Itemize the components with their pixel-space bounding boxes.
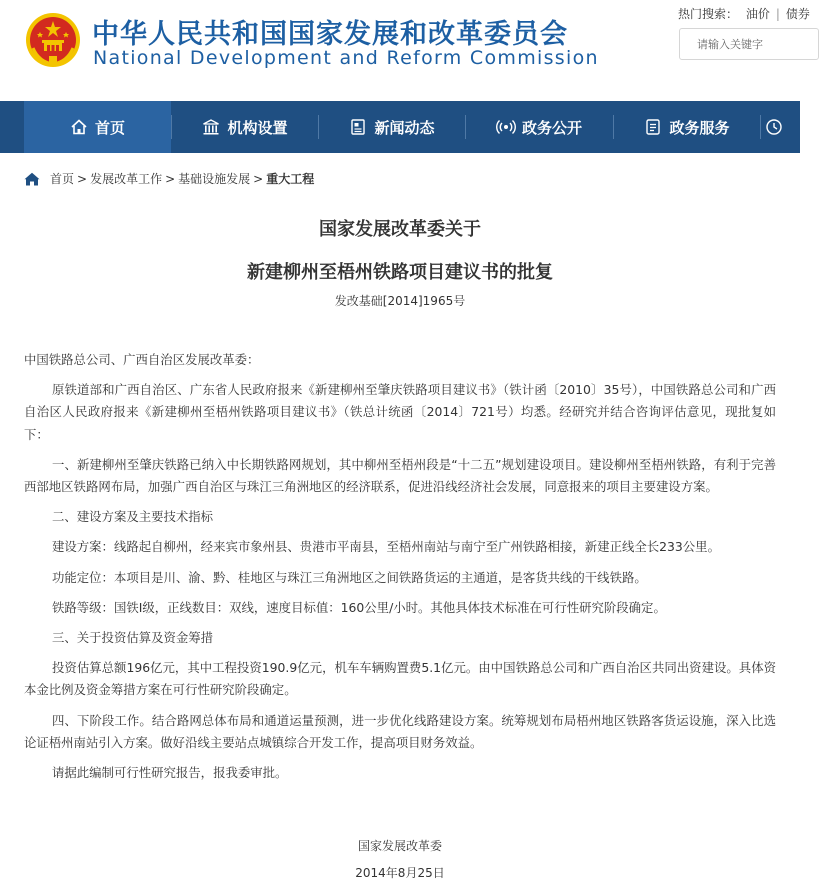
document-paragraph: 三、关于投资估算及资金筹措 [52, 630, 214, 646]
search-input[interactable] [680, 29, 800, 59]
hot-search-separator: | [775, 7, 780, 21]
search-box [679, 28, 819, 60]
nav-item-organization[interactable] [172, 101, 318, 153]
document-paragraph: 四、下阶段工作。结合路网总体布局和通道运量预测，进一步优化线路建设方案。统筹规划布局梧州地区铁路客货运设施，深入比选论证梧州南站引入方案。做好沿线主要站点城镇综合开发工作，提高项目财务效益。 [24, 712, 776, 750]
nav-item-government-affairs[interactable] [466, 101, 613, 153]
hot-search-link[interactable]: 油价 [745, 7, 770, 21]
document-paragraph: 建设方案：线路起自柳州，经来宾市象州县、贵港市平南县，至梧州南站与南宁至广州铁路相接，新建正线全长233公里。 [52, 539, 720, 555]
document-title-line1: 国家发展改革委关于 [319, 219, 481, 240]
document-paragraph: 请据此编制可行性研究报告，报我委审批。 [52, 765, 288, 781]
breadcrumb-link[interactable]: 基础设施发展 [178, 172, 251, 186]
document-paragraph: 功能定位：本项目是川、渝、黔、桂地区与珠江三角洲地区之间铁路货运的主通道，是客货共线的干线铁路。 [52, 569, 647, 585]
document-paragraph: 原铁道部和广西自治区、广东省人民政府报来《新建柳州至肇庆铁路项目建议书》（铁计函〔2010〕35号），中国铁路总公司和广西自治区人民政府报来《新建柳州至梧州铁路项目建议书》（铁总计统函〔2014〕721号）均悉。经研究并结合咨询评估意见，现批复如下： [24, 382, 776, 442]
document-number: 发改基础[2014]1965号 [334, 294, 466, 308]
clock-icon [765, 118, 783, 136]
document-paragraph: 一、新建柳州至肇庆铁路已纳入中长期铁路网规划，其中柳州至梧州段是“十二五”规划建设项目。建设柳州至梧州铁路，有利于完善西部地区铁路网布局，加强广西自治区与珠江三角洲地区的经济联系，促进沿线经济社会发展，同意报来的项目主要建设方案。 [24, 456, 776, 495]
breadcrumb-separator: > [253, 171, 264, 186]
broadcast-icon [497, 118, 515, 136]
site-title-en[interactable]: National Development and Reform Commission [93, 47, 599, 69]
service-icon [644, 118, 662, 136]
nav-item-news[interactable] [319, 101, 465, 153]
nav-item-home[interactable] [24, 101, 171, 153]
nav-item-more[interactable] [761, 101, 800, 153]
building-icon [202, 118, 220, 136]
document-paragraph: 铁路等级：国铁Ⅰ级，正线数目：双线，速度目标值：160公里/小时。其他具体技术标准在可行性研究阶段确定。 [52, 599, 666, 615]
breadcrumb-link[interactable]: 发展改革工作 [90, 172, 163, 186]
document-paragraph: 投资估算总额196亿元，其中工程投资190.9亿元，机车车辆购置费5.1亿元。由中国铁路总公司和广西自治区共同出资建设。具体资本金比例及资金筹措方案在可行性研究阶段确定。 [24, 660, 776, 698]
document-salutation: 中国铁路总公司、广西自治区发展改革委： [24, 352, 260, 367]
document-signature: 国家发展改革委 [357, 839, 442, 853]
site-title-cn[interactable]: 中华人民共和国国家发展和改革委员会 [92, 19, 568, 50]
nav-item-government-services[interactable] [614, 101, 760, 153]
site-header [0, 0, 810, 100]
nav-item-label: 政务公开 [521, 118, 582, 137]
hot-search-label: 热门搜索： [678, 7, 739, 21]
document-body [24, 349, 776, 792]
nav-item-label: 机构设置 [227, 118, 288, 137]
breadcrumb-separator: > [77, 171, 88, 186]
nav-item-label: 政务服务 [669, 118, 730, 137]
breadcrumb-link[interactable]: 首页 [50, 172, 75, 186]
home-icon [24, 172, 40, 186]
main-nav [0, 101, 800, 153]
nav-item-label: 新闻动态 [374, 118, 435, 137]
hot-search [678, 5, 814, 22]
breadcrumb-current[interactable]: 重大工程 [266, 172, 315, 186]
breadcrumb [24, 170, 314, 187]
nav-item-label: 首页 [94, 118, 125, 137]
document-date: 2014年8月25日 [355, 866, 445, 880]
national-emblem-icon[interactable] [25, 12, 81, 68]
hot-search-link[interactable]: 债券 [785, 7, 810, 21]
breadcrumb-separator: > [165, 171, 176, 186]
home-icon [70, 118, 88, 136]
news-icon [349, 118, 367, 136]
document-title-line2: 新建柳州至梧州铁路项目建议书的批复 [247, 262, 553, 283]
document-paragraph: 二、建设方案及主要技术指标 [52, 509, 214, 525]
